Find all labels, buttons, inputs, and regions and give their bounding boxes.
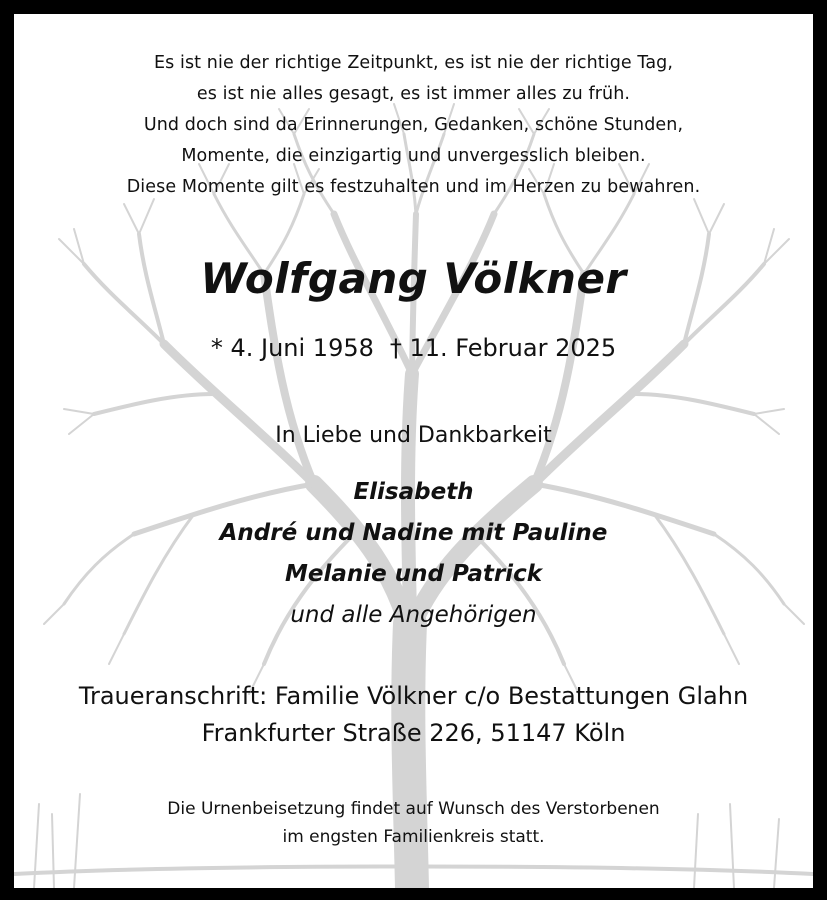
address-line: Frankfurter Straße 226, 51147 Köln bbox=[201, 719, 626, 747]
birth-date: * 4. Juni 1958 bbox=[210, 334, 374, 362]
mourning-address bbox=[14, 678, 813, 752]
poem-line: Momente, die einzigartig und unvergesslich bleiben. bbox=[181, 146, 646, 166]
life-dates bbox=[14, 334, 813, 362]
mourner-others: und alle Angehörigen bbox=[290, 602, 537, 628]
address-line: Traueranschrift: Familie Völkner c/o Bestattungen Glahn bbox=[78, 682, 749, 710]
mourner-name: André und Nadine mit Pauline bbox=[219, 520, 608, 546]
poem-line: es ist nie alles gesagt, es ist immer alles zu früh. bbox=[196, 84, 631, 104]
memorial-poem bbox=[14, 48, 813, 203]
notice-line: Die Urnenbeisetzung findet auf Wunsch des Verstorbenen bbox=[167, 799, 660, 819]
mourner-name: Elisabeth bbox=[353, 479, 474, 505]
mourner-name: Melanie und Patrick bbox=[284, 561, 543, 587]
poem-line: Es ist nie der richtige Zeitpunkt, es ist nie der richtige Tag, bbox=[153, 53, 674, 73]
burial-notice bbox=[14, 795, 813, 851]
poem-line: Diese Momente gilt es festzuhalten und im Herzen zu bewahren. bbox=[126, 177, 701, 197]
mourners-list bbox=[14, 472, 813, 636]
notice-line: im engsten Familienkreis statt. bbox=[282, 827, 545, 847]
mourners-intro: In Liebe und Dankbarkeit bbox=[275, 423, 552, 448]
death-date: † 11. Februar 2025 bbox=[389, 334, 617, 362]
deceased-name: Wolfgang Völkner bbox=[200, 254, 627, 303]
poem-line: Und doch sind da Erinnerungen, Gedanken, schöne Stunden, bbox=[143, 115, 684, 135]
obituary-content bbox=[14, 14, 813, 888]
